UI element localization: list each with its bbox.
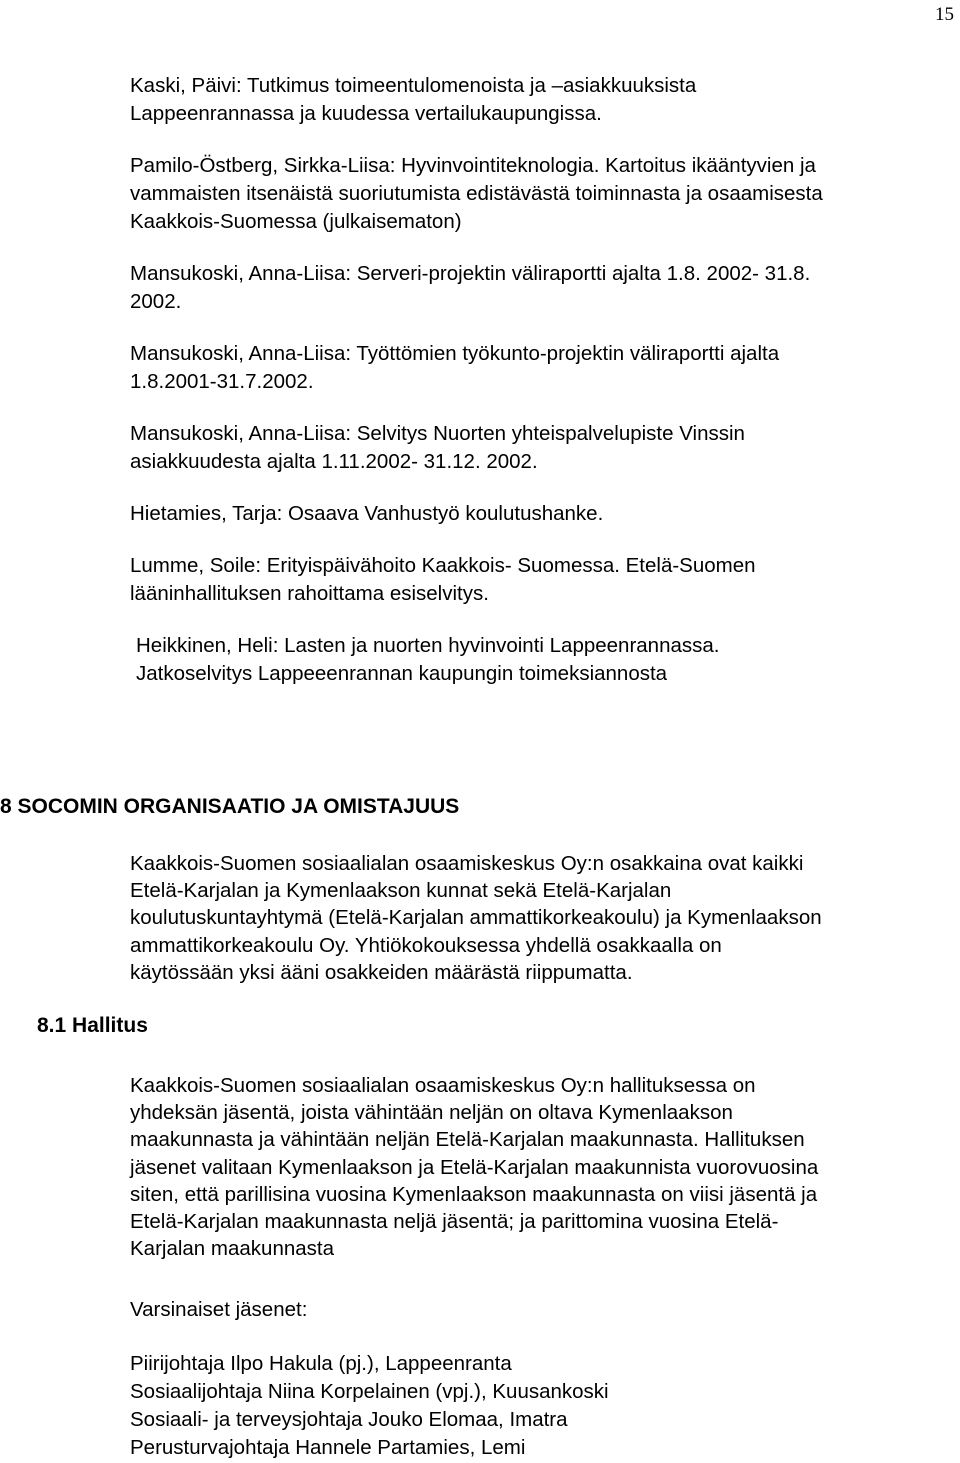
paragraph-line: Etelä-Karjalan maakunnasta neljä jäsentä; ja parittomina vuosina Etelä- [130, 1210, 779, 1234]
reference-line: Lappeenrannassa ja kuudessa vertailukaupungissa. [130, 102, 602, 125]
reference-list [130, 72, 950, 712]
members-label: Varsinaiset jäsenet: [130, 1298, 308, 1321]
reference-line: Mansukoski, Anna-Liisa: Selvitys Nuorten yhteispalvelupiste Vinssin [130, 422, 745, 445]
owners-paragraph [130, 850, 950, 986]
paragraph-line: Karjalan maakunnasta [130, 1237, 334, 1261]
reference-line: lääninhallituksen rahoittama esiselvitys. [130, 582, 489, 605]
reference-line: Mansukoski, Anna-Liisa: Työttömien työkunto-projektin väliraportti ajalta [130, 342, 780, 365]
members-list [130, 1350, 950, 1462]
reference-line: Mansukoski, Anna-Liisa: Serveri-projektin väliraportti ajalta 1.8. 2002- 31.8. [130, 262, 811, 285]
section-heading: 8 SOCOMIN ORGANISAATIO JA OMISTAJUUS [0, 795, 460, 818]
member-item: Perusturvajohtaja Hannele Partamies, Lemi [130, 1436, 526, 1459]
paragraph-line: jäsenet valitaan Kymenlaakson ja Etelä-Karjalan maakunnista vuorovuosina [130, 1155, 819, 1179]
paragraph-line: maakunnasta ja vähintään neljän Etelä-Karjalan maakunnasta. Hallituksen [130, 1128, 805, 1152]
reference-line: vammaisten itsenäistä suoriutumista edistävästä toiminnasta ja osaamisesta [130, 182, 823, 205]
reference-item [130, 500, 950, 528]
paragraph-line: käytössään yksi ääni osakkeiden määrästä riippumatta. [130, 960, 633, 984]
paragraph-line: yhdeksän jäsentä, joista vähintään neljän on oltava Kymenlaakson [130, 1101, 733, 1125]
reference-line: Hietamies, Tarja: Osaava Vanhustyö koulutushanke. [130, 502, 604, 525]
reference-line: Jatkoselvitys Lappeeenrannan kaupungin toimeksiannosta [136, 662, 668, 685]
reference-line: asiakkuudesta ajalta 1.11.2002- 31.12. 2002. [130, 450, 538, 473]
reference-line: Kaski, Päivi: Tutkimus toimeentulomenoista ja –asiakkuuksista [130, 74, 697, 97]
reference-line: 2002. [130, 290, 182, 313]
reference-line: Lumme, Soile: Erityispäivähoito Kaakkois- Suomessa. Etelä-Suomen [130, 554, 756, 577]
member-item: Piirijohtaja Ilpo Hakula (pj.), Lappeenranta [130, 1352, 512, 1375]
reference-item [130, 340, 950, 396]
member-item: Sosiaali- ja terveysjohtaja Jouko Elomaa, Imatra [130, 1408, 568, 1431]
reference-item [136, 632, 950, 688]
reference-line: 1.8.2001-31.7.2002. [130, 370, 314, 393]
paragraph-line: ammattikorkeakoulu Oy. Yhtiökokouksessa yhdellä osakkaalla on [130, 933, 722, 957]
reference-item [130, 420, 950, 476]
paragraph-line: Etelä-Karjalan ja Kymenlaakson kunnat sekä Etelä-Karjalan [130, 879, 672, 903]
reference-item [130, 552, 950, 608]
paragraph-line: Kaakkois-Suomen sosiaalialan osaamiskeskus Oy:n hallituksessa on [130, 1074, 756, 1097]
board-paragraph [130, 1072, 950, 1262]
reference-item [130, 72, 950, 128]
member-item: Sosiaalijohtaja Niina Korpelainen (vpj.), Kuusankoski [130, 1380, 609, 1403]
paragraph-line: koulutuskuntayhtymä (Etelä-Karjalan ammattikorkeakoulu) ja Kymenlaakson [130, 906, 822, 930]
reference-item [130, 152, 950, 236]
paragraph-line: siten, että parillisina vuosina Kymenlaakson maakunnasta on viisi jäsentä ja [130, 1182, 818, 1206]
reference-line: Pamilo-Östberg, Sirkka-Liisa: Hyvinvointiteknologia. Kartoitus ikääntyvien ja [130, 154, 816, 177]
subsection-heading: 8.1 Hallitus [37, 1014, 148, 1037]
reference-line: Kaakkois-Suomessa (julkaisematon) [130, 210, 462, 233]
reference-line: Heikkinen, Heli: Lasten ja nuorten hyvinvointi Lappeenrannassa. [136, 634, 720, 657]
paragraph-line: Kaakkois-Suomen sosiaalialan osaamiskeskus Oy:n osakkaina ovat kaikki [130, 852, 804, 875]
reference-item [130, 260, 950, 316]
page-number: 15 [935, 4, 954, 25]
